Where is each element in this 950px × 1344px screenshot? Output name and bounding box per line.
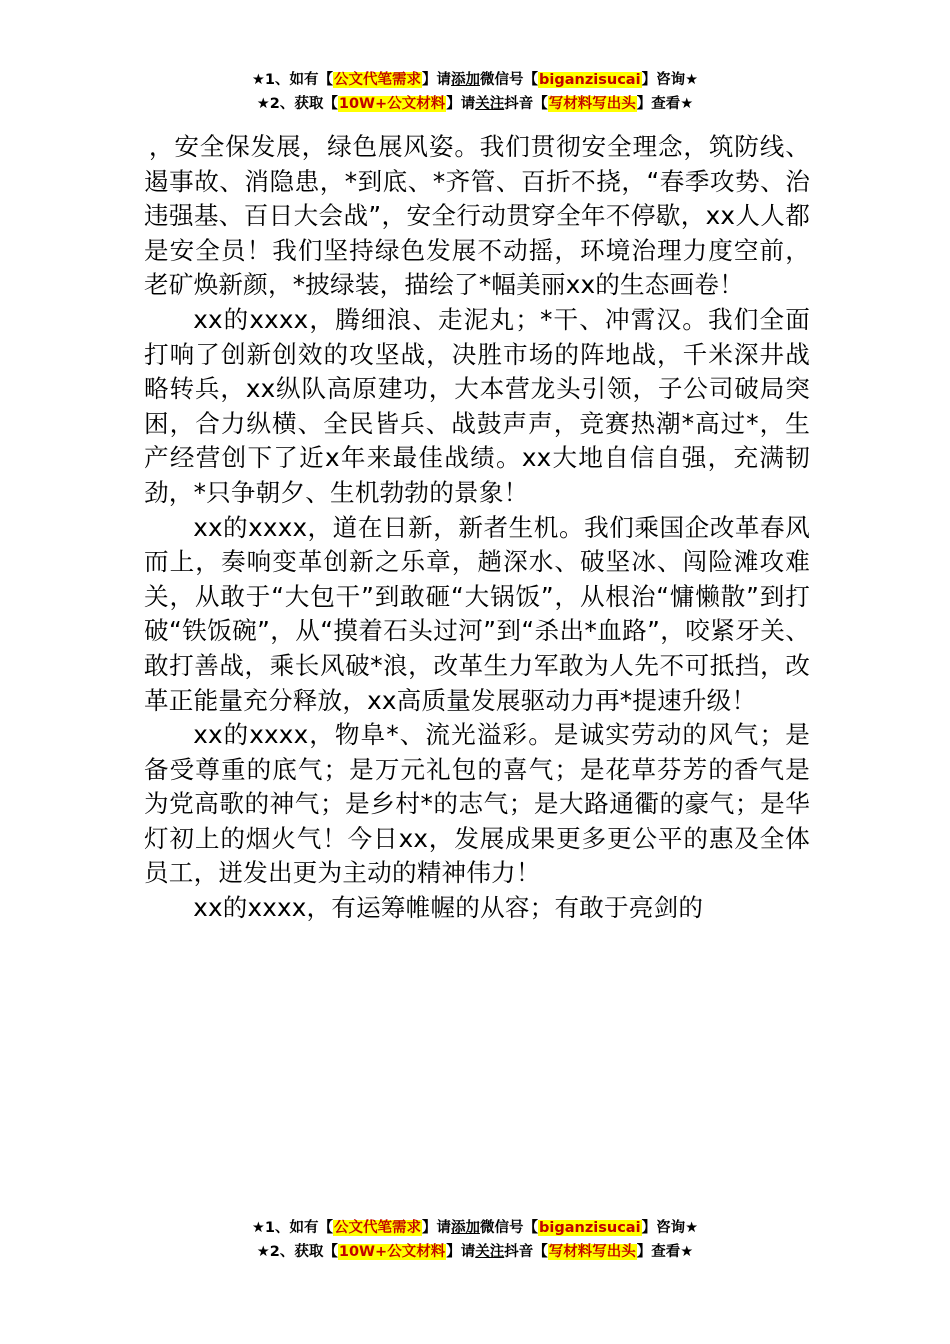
banner-text: 】咨询★ — [641, 1220, 699, 1236]
banner-text: 】咨询★ — [641, 72, 699, 88]
underlined-text: 添加 — [451, 1220, 481, 1236]
banner-text: 】查看★ — [636, 1244, 694, 1260]
underlined-text: 关注 — [475, 96, 505, 112]
document-body — [144, 130, 810, 926]
banner-text: 微信号【 — [480, 72, 539, 88]
highlight-materials: 10W+公文材料 — [338, 96, 446, 112]
highlight-wechat-id: biganzisucai — [539, 1220, 641, 1236]
banner-text: 】查看★ — [636, 96, 694, 112]
banner-text: 】请 — [446, 1244, 476, 1260]
highlight-douyin-id: 写材料写出头 — [548, 1244, 636, 1260]
highlight-service: 公文代笔需求 — [334, 72, 422, 88]
paragraph-1: ，安全保发展，绿色展风姿。我们贯彻安全理念，筑防线、遏事故、消隐患，*到底、*齐管、百折不挠，“春季攻势、治违强基、百日大会战”，安全行动贯穿全年不停歇，xx人人都是安全员！我们坚持绿色发展不动摇，环境治理力度空前，老矿焕新颜，*披绿装，描绘了*幅美丽xx的生态画卷！ — [144, 132, 810, 300]
banner-text: 】请 — [422, 1220, 452, 1236]
banner-line-1 — [0, 1216, 950, 1240]
banner-line-2 — [0, 1240, 950, 1264]
banner-text: 抖音【 — [504, 1244, 548, 1260]
banner-line-2 — [0, 92, 950, 116]
highlight-service: 公文代笔需求 — [334, 1220, 422, 1236]
banner-text: ★2、获取【 — [256, 1244, 338, 1260]
banner-text: ★1、如有【 — [251, 72, 334, 88]
banner-text: ★2、获取【 — [256, 96, 338, 112]
paragraph-2: xx的xxxx，腾细浪、走泥丸；*干、冲霄汉。我们全面打响了创新创效的攻坚战，决胜市场的阵地战，千米深井战略转兵，xx纵队高原建功，大本营龙头引领，子公司破局突困，合力纵横、全民皆兵、战鼓声声，竞赛热潮*高过*，生产经营创下了近x年来最佳战绩。xx大地自信自强，充满韧劲，*只争朝夕、生机勃勃的景象！ — [144, 304, 810, 507]
header-banner — [0, 68, 950, 116]
underlined-text: 关注 — [475, 1244, 505, 1260]
banner-text: ★1、如有【 — [251, 1220, 334, 1236]
highlight-douyin-id: 写材料写出头 — [548, 96, 636, 112]
banner-text: 抖音【 — [504, 96, 548, 112]
banner-text: 微信号【 — [480, 1220, 539, 1236]
highlight-wechat-id: biganzisucai — [539, 72, 641, 88]
underlined-text: 添加 — [451, 72, 481, 88]
highlight-materials: 10W+公文材料 — [338, 1244, 446, 1260]
footer-banner — [0, 1216, 950, 1264]
paragraph-5: xx的xxxx，有运筹帷幄的从容；有敢于亮剑的 — [193, 893, 704, 923]
banner-text: 】请 — [446, 96, 476, 112]
paragraph-4: xx的xxxx，物阜*、流光溢彩。是诚实劳动的风气；是备受尊重的底气；是万元礼包的喜气；是花草芬芳的香气是为党高歌的神气；是乡村*的志气；是大路通衢的豪气；是华灯初上的烟火气！今日xx，发展成果更多更公平的惠及全体员工，迸发出更为主动的精神伟力！ — [144, 720, 810, 888]
banner-line-1 — [0, 68, 950, 92]
paragraph-3: xx的xxxx，道在日新，新者生机。我们乘国企改革春风而上，奏响变革创新之乐章，趟深水、破坚冰、闯险滩攻难关，从敢于“大包干”到敢砸“大锅饭”，从根治“慵懒散”到打破“铁饭碗”，从“摸着石头过河”到“杀出*血路”，咬紧牙关、敢打善战，乘长风破*浪，改革生力军敢为人先不可抵挡，改革正能量充分释放，xx高质量发展驱动力再*提速升级！ — [144, 512, 810, 715]
banner-text: 】请 — [422, 72, 452, 88]
